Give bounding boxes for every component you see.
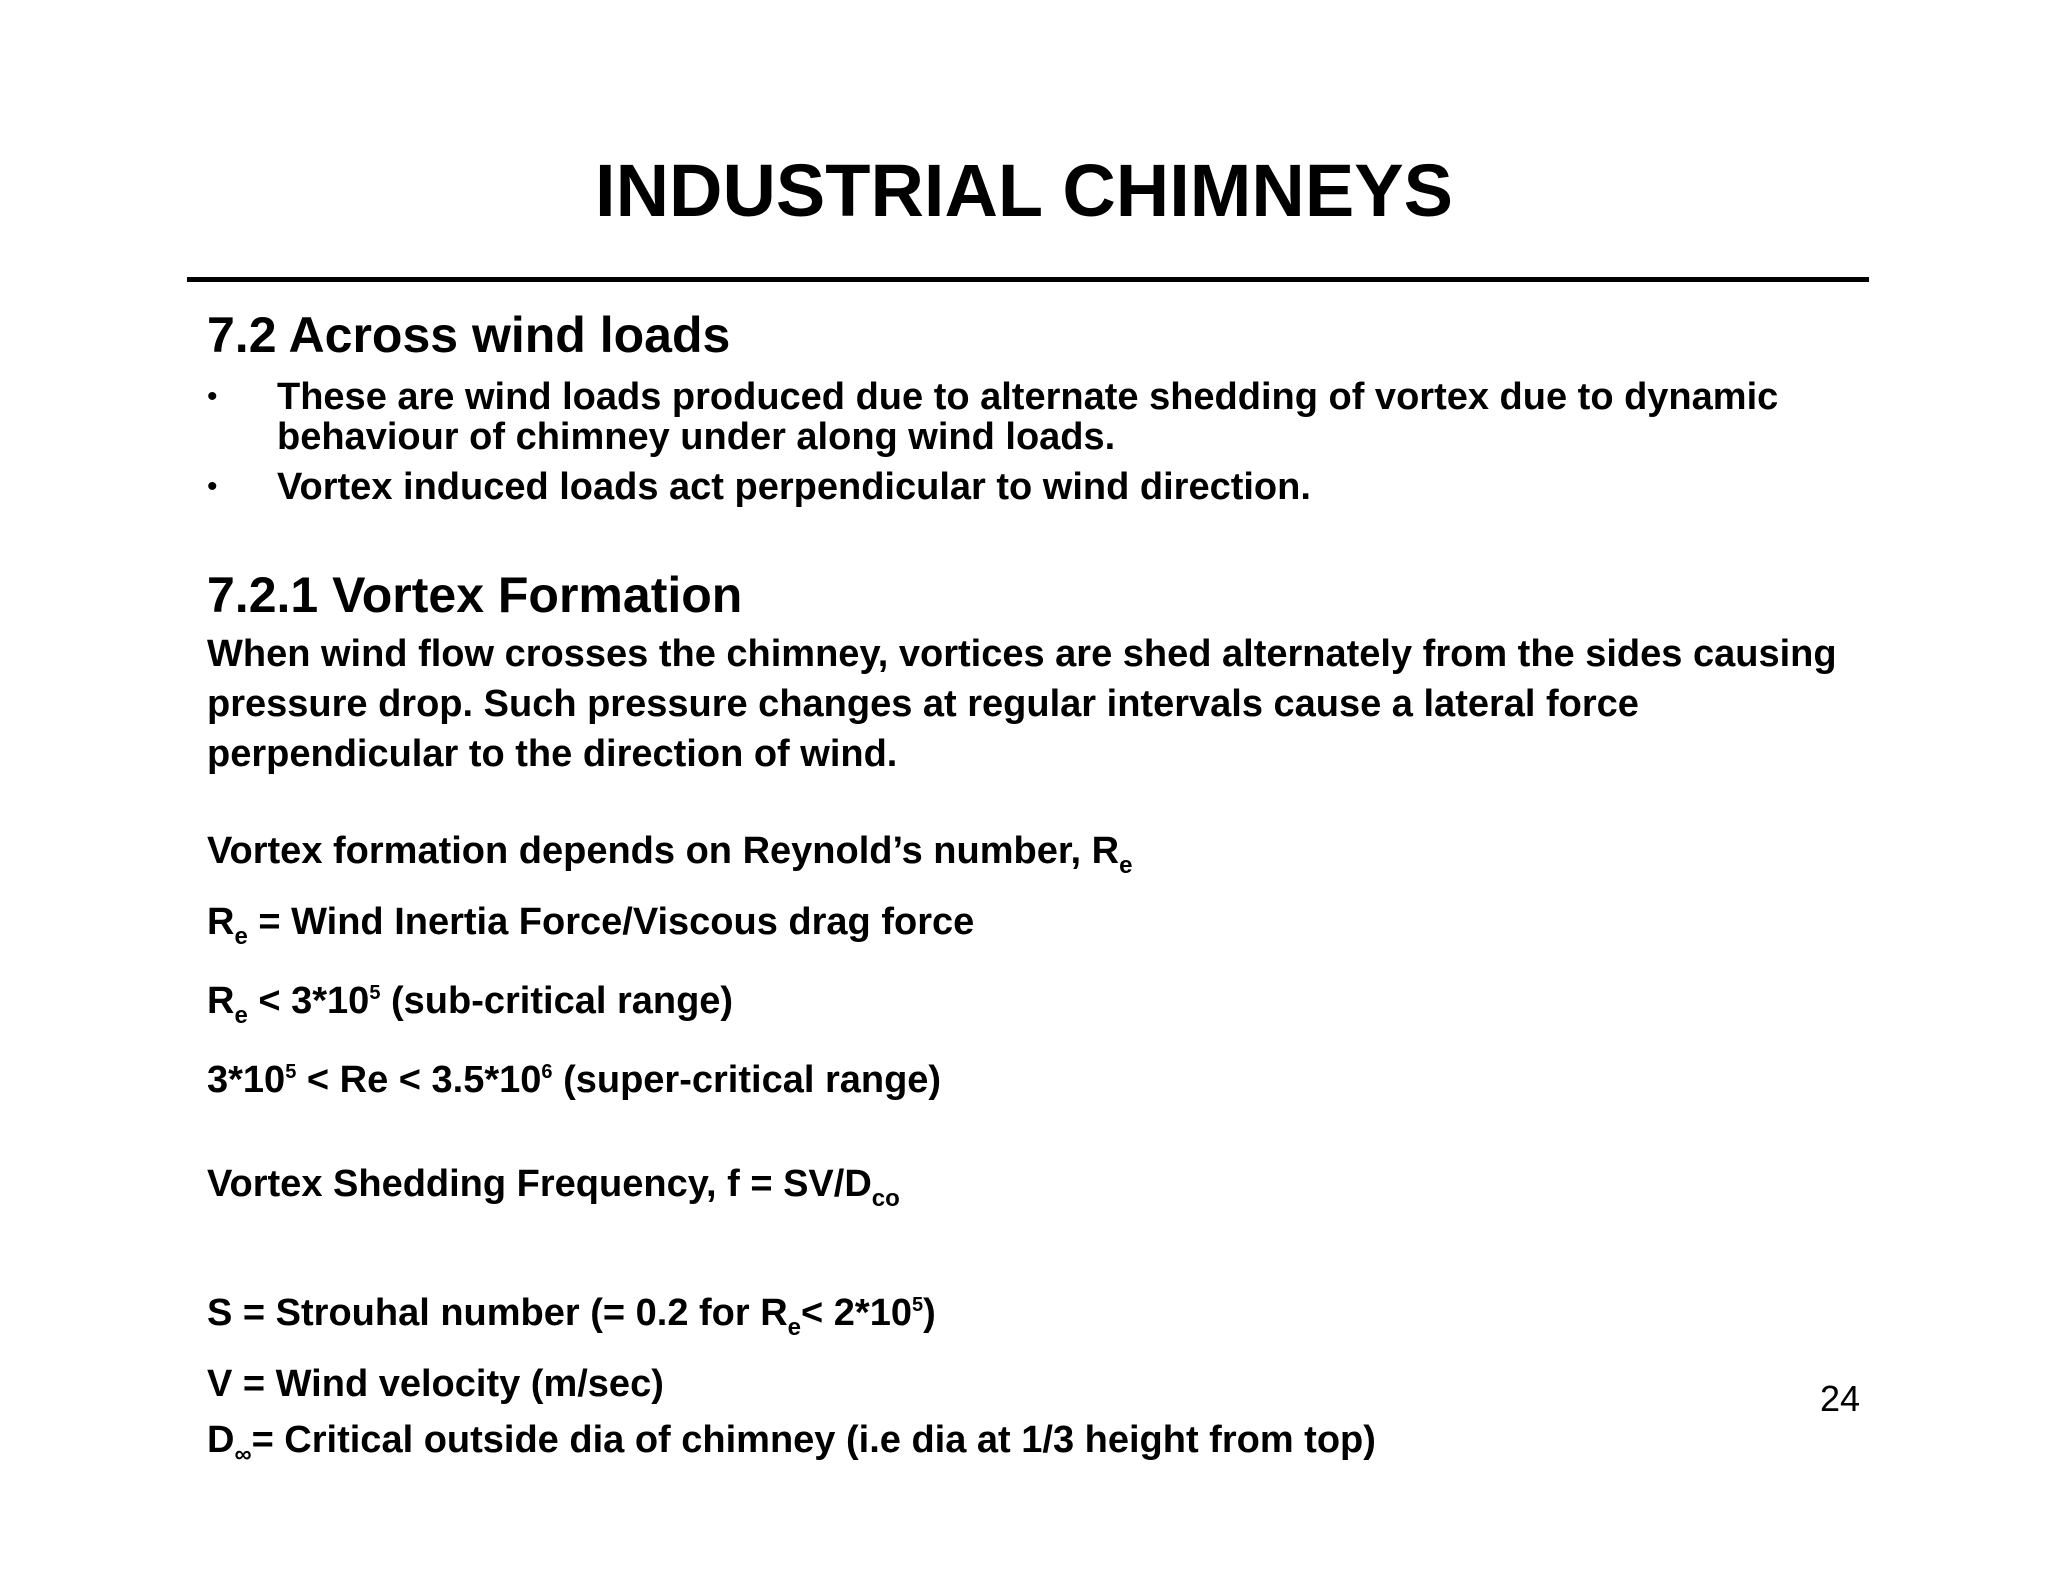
bullet-text: Vortex induced loads act perpendicular to wind direction. xyxy=(277,466,1311,508)
slide-content xyxy=(207,305,1847,1483)
formula-line-shedding-frequency: Vortex Shedding Frequency, $f = SV/D_{co}$ xyxy=(207,1163,900,1212)
section-paragraph: When wind flow crosses the chimney, vortices are shed alternately from the sides causing pressure drop. Such pressure changes at regular intervals cause a lateral force perpendicular to the direction of wind. xyxy=(207,633,1837,775)
slide-title: INDUSTRIAL CHIMNEYS xyxy=(595,149,1453,232)
formula-line-critical-dia: $D_\infty=$ Critical outside dia of chimney (i.e dia at 1/3 height from top) xyxy=(207,1419,1376,1468)
formula-line-reynolds: Vortex formation depends on Reynold’s number, $R_e$ xyxy=(207,830,1133,879)
formula-line-supercritical: $3*10^5 < Re < 3.5*10^6$ (super-critical range) xyxy=(207,1059,942,1101)
bullet-item xyxy=(207,467,1847,507)
section-heading-across-wind: 7.2 Across wind loads xyxy=(207,307,731,363)
formula-line-wind-velocity: V = Wind velocity (m/sec) xyxy=(207,1363,664,1405)
page-number: 24 xyxy=(1819,1378,1860,1419)
bullet-icon: • xyxy=(207,470,218,503)
section-vortex-formation xyxy=(207,565,1847,779)
formula-line-re-definition: $R_e$ = Wind Inertia Force/Viscous drag force xyxy=(207,901,975,950)
formula-line-subcritical: $R_e < 3*10^5$ (sub-critical range) xyxy=(207,980,734,1029)
title-divider xyxy=(187,277,1869,282)
formula-line-strouhal: S = Strouhal number (= 0.2 for $R_e< 2*10^5$) xyxy=(207,1292,936,1341)
bullet-icon: • xyxy=(207,380,218,413)
bullet-text: These are wind loads produced due to alternate shedding of vortex due to dynamic behaviour of chimney under along wind loads. xyxy=(277,376,1779,458)
formula-block xyxy=(207,823,1847,1483)
bullet-list xyxy=(207,377,1847,507)
bullet-item xyxy=(207,377,1847,457)
section-heading-vortex-formation: 7.2.1 Vortex Formation xyxy=(207,567,743,623)
